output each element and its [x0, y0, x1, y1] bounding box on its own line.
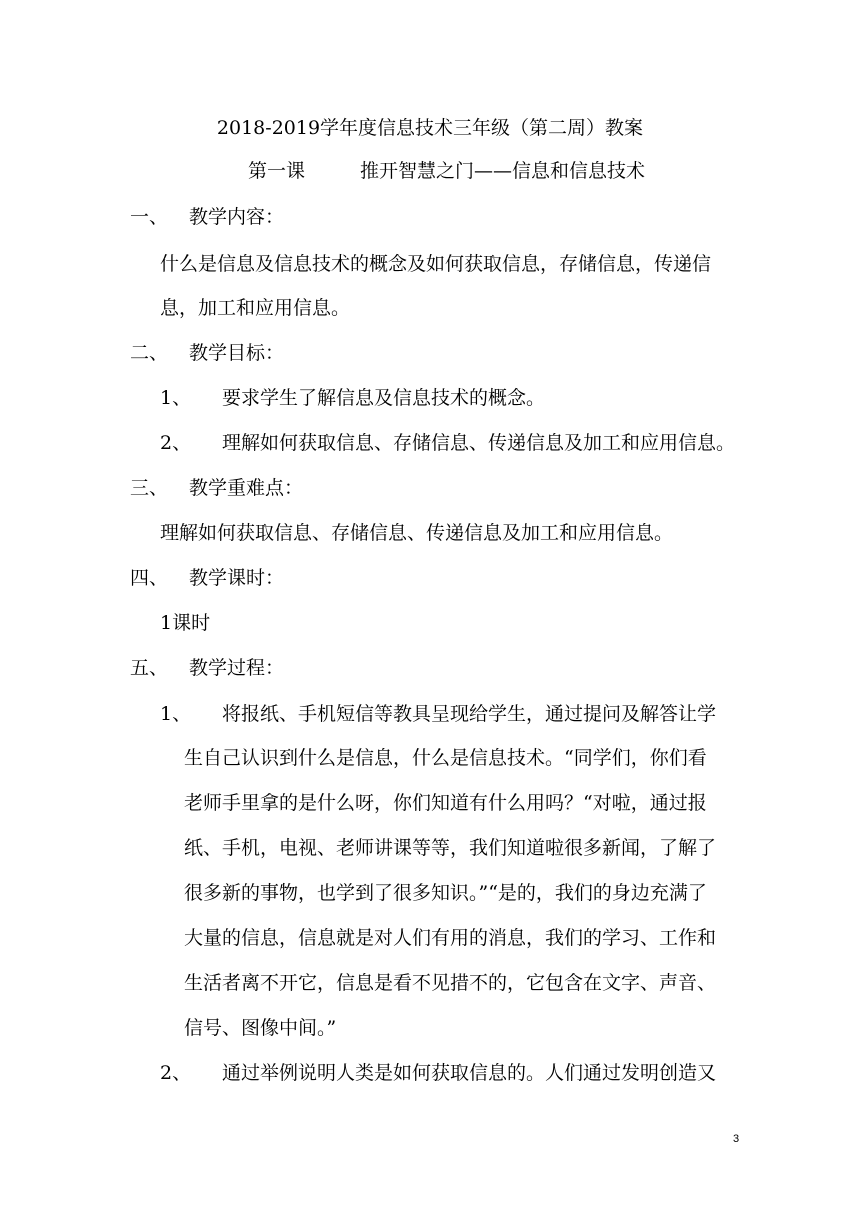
process-line: 将报纸、手机短信等教具呈现给学生，通过提问及解答让学 — [222, 703, 717, 725]
process-line: 生活者离不开它，信息是看不见措不的，它包含在文字、声音、 — [184, 972, 717, 994]
section-2-heading: 教学目标： — [189, 342, 285, 364]
list-item-number: 2、 — [160, 1062, 192, 1084]
process-line: 信号、图像中间。” — [184, 1017, 337, 1039]
section-1-heading: 教学内容： — [189, 206, 285, 228]
section-2-number: 二、 — [130, 342, 169, 364]
process-line: 通过举例说明人类是如何获取信息的。人们通过发明创造又 — [222, 1062, 717, 1084]
list-item-number: 2、 — [160, 432, 192, 454]
process-line: 老师手里拿的是什么呀，你们知道有什么用吗？“对啦，通过报 — [184, 792, 707, 814]
section-3-heading: 教学重难点： — [189, 477, 304, 499]
lesson-number: 第一课 — [248, 160, 306, 182]
section-1-body-line: 息，加工和应用信息。 — [160, 297, 351, 319]
section-4-heading: 教学课时： — [189, 567, 285, 589]
section-4-body: 1课时 — [160, 612, 211, 634]
section-5-heading: 教学过程： — [189, 657, 285, 679]
document-title: 2018-2019学年度信息技术三年级（第二周）教案 — [216, 117, 644, 139]
section-3-number: 三、 — [130, 477, 169, 499]
process-line: 大量的信息，信息就是对人们有用的消息，我们的学习、工作和 — [184, 927, 717, 949]
list-item-number: 1、 — [160, 703, 192, 725]
section-4-number: 四、 — [130, 567, 169, 589]
process-line: 纸、手机，电视、老师讲课等等，我们知道啦很多新闻，了解了 — [184, 837, 717, 859]
list-item-text: 要求学生了解信息及信息技术的概念。 — [222, 387, 546, 409]
page-number: 3 — [733, 1133, 740, 1145]
list-item-number: 1、 — [160, 387, 192, 409]
process-line: 很多新的事物，也学到了很多知识。”“是的，我们的身边充满了 — [184, 882, 707, 904]
section-3-body: 理解如何获取信息、存储信息、传递信息及加工和应用信息。 — [160, 522, 674, 544]
list-item-text: 理解如何获取信息、存储信息、传递信息及加工和应用信息。 — [222, 432, 736, 454]
section-5-number: 五、 — [130, 657, 169, 679]
lesson-name: 推开智慧之门——信息和信息技术 — [360, 160, 646, 182]
process-line: 生自己认识到什么是信息，什么是信息技术。“同学们，你们看 — [184, 747, 707, 769]
section-1-body-line: 什么是信息及信息技术的概念及如何获取信息，存储信息，传递信 — [160, 253, 712, 275]
section-1-number: 一、 — [130, 206, 169, 228]
